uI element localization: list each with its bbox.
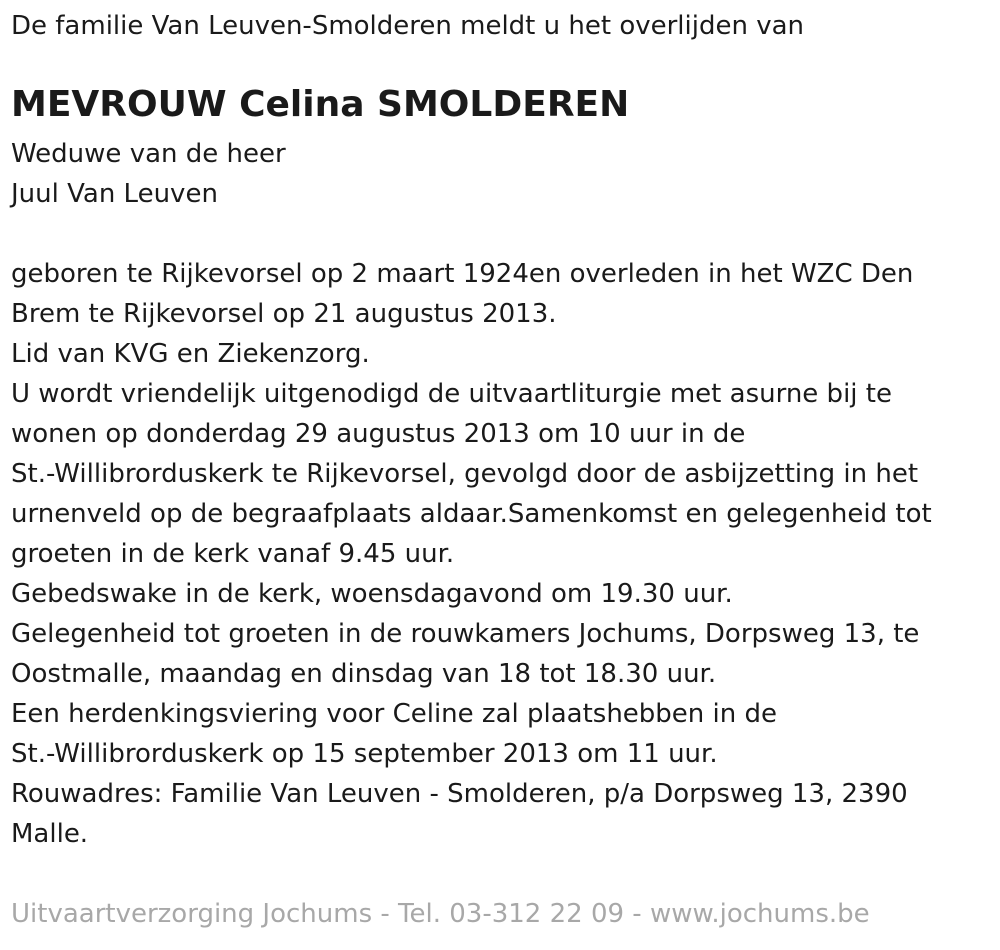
deceased-name: MEVROUW Celina SMOLDEREN [11,84,630,125]
body-line: Lid van KVG en Ziekenzorg. [11,339,370,369]
body-line: Rouwadres: Familie Van Leuven - Smolderen, p/a Dorpsweg 13, 2390 [11,779,908,809]
body-line: U wordt vriendelijk uitgenodigd de uitvaartliturgie met asurne bij te [11,379,892,409]
widow-line: Weduwe van de heer [11,139,286,169]
body-line: Malle. [11,819,89,849]
body-line: Gelegenheid tot groeten in de rouwkamers Jochums, Dorpsweg 13, te [11,619,920,649]
body-line: Een herdenkingsviering voor Celine zal plaatshebben in de [11,699,778,729]
widow-of-block [11,134,286,214]
body-line: urnenveld op de begraafplaats aldaar.Samenkomst en gelegenheid tot [11,499,932,529]
body-line: Brem te Rijkevorsel op 21 augustus 2013. [11,299,557,329]
body-line: Oostmalle, maandag en dinsdag van 18 tot 18.30 uur. [11,659,717,689]
body-line: geboren te Rijkevorsel op 2 maart 1924en overleden in het WZC Den [11,259,914,289]
announcement-intro: De familie Van Leuven-Smolderen meldt u het overlijden van [11,11,805,41]
widow-line: Juul Van Leuven [11,179,218,209]
obituary-body [11,254,986,854]
body-line: groeten in de kerk vanaf 9.45 uur. [11,539,455,569]
funeral-home-footer: Uitvaartverzorging Jochums - Tel. 03-312 22 09 - www.jochums.be [11,899,870,929]
body-line: St.-Willibrorduskerk te Rijkevorsel, gevolgd door de asbijzetting in het [11,459,919,489]
body-line: Gebedswake in de kerk, woensdagavond om 19.30 uur. [11,579,733,609]
body-line: wonen op donderdag 29 augustus 2013 om 10 uur in de [11,419,746,449]
body-line: St.-Willibrorduskerk op 15 september 2013 om 11 uur. [11,739,718,769]
